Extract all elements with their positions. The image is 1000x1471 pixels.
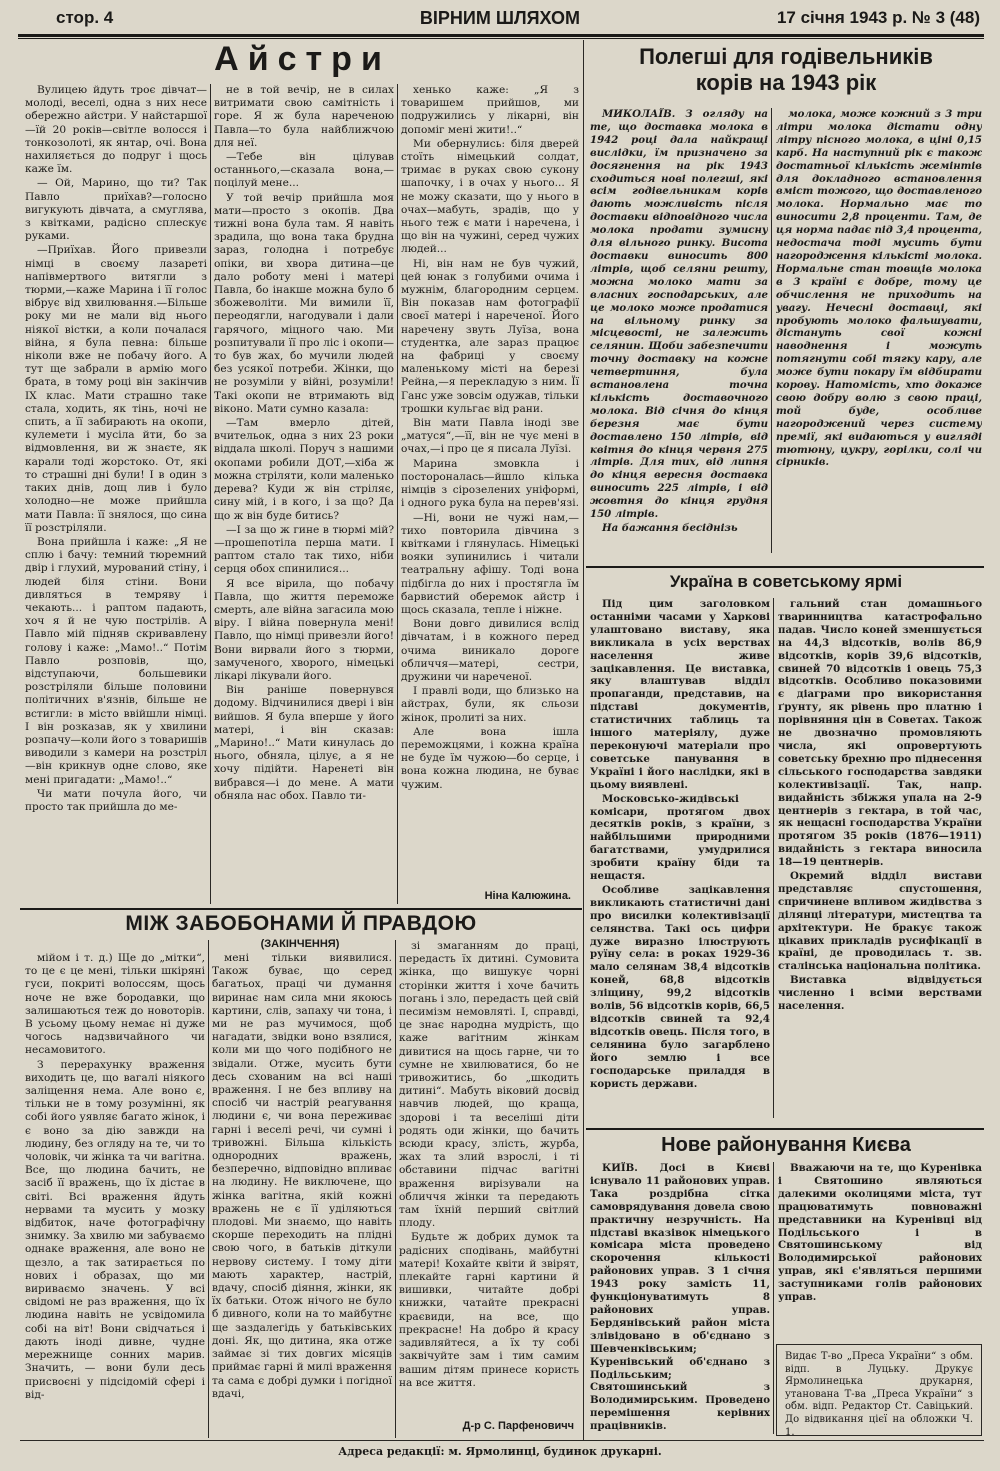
- kyiv-right-column: [778, 1162, 982, 1330]
- paragraph: —Ні, вони не чужі нам,—тихо повторила дівчина з квітками і глянулась. Німецькі вояки зупинились і читали театральну афішу. Тоді вона підбігла до них і простягла їм барвистий оберемок айстр і щось сказала, тепле і ніжне.: [401, 511, 579, 616]
- column-rule: [771, 108, 772, 553]
- paragraph: Він мати Павла іноді зве „матуся“,—її, він не чує мені в очах,—і про це я писала Луїзі.: [401, 417, 579, 456]
- zabobony-column-2: [212, 952, 392, 1438]
- article-subtitle: (ЗАКІНЧЕННЯ): [260, 938, 340, 950]
- paragraph: У той вечір прийшла моя мати—просто з окопів. Два тижні вона була там. Я навіть зрадила, що вона така брудна зараз, голодна і потребує опіки, ви хвора дитина—це дало роботу мені і матері Павла, бо інакше можна було б збожеволіти. Ми вимили її, переодягли, нагодували і дали гарячого, міцного чаю. Ми розпитували її про ліс і окопи—то був жах, бо мучили людей без усякої потреби. Жінки, що не розуміли у війні, розуміли! Такі окопи не втримають від віконо. Мати сумно казала:: [214, 191, 394, 415]
- column-rule: [773, 1162, 774, 1434]
- article-title-aistry: Айстри: [214, 40, 391, 78]
- paragraph: На бажання бесіднізь: [602, 522, 738, 534]
- column-rule: [208, 940, 209, 1438]
- polehshi-left-column: [590, 108, 768, 546]
- paragraph: Вважаючи на те, що Куренівка і Святошино являються далекими околицями міста, тут працюватимуть повноважні представники на Куренівці від Подільського і в Святошинському від Володимирської районових управ, які є'являться першими заступниками голів районових управ.: [778, 1162, 982, 1304]
- paragraph: —Тебе він цілував останнього,—сказала вона,—поцілуй мене...: [214, 151, 394, 190]
- paragraph: Він раніше повернувся додому. Відчинилися двері і він вийшов. Я була вперше у його матері, і він сказав: „Марино!..“ Мати кинулась до нього, обняла, цілує, а я не хочу підійти. Наренеті він вибрався—і до мене. А мати обняла нас обох. Павло ти-: [214, 684, 394, 802]
- aistry-signature: Ніна Калюжина.: [484, 890, 571, 902]
- kyiv-left-column: [590, 1162, 770, 1434]
- page-number: стор. 4: [56, 8, 114, 27]
- paragraph: Вони довго дивилися вслід дівчатам, і в кожного перед очима виникало дороге обличчя—матері, сестри, дружини чи нареченої.: [401, 618, 579, 683]
- paragraph: Московсько-жидівські комісари, протягом двох десятків років, з країни, з найбільшими природними багатствами, умудрилися зробити країну біди та нещастя.: [590, 792, 770, 883]
- polehshi-right-column: [776, 108, 982, 564]
- article-title-kyiv: Нове районування Києва: [661, 1134, 911, 1156]
- paragraph: Вона прийшла і каже: „Я не сплю і бачу: темний тюремний двір і глухий, мурований стіну, і людей біля стіни. Вони дивляться в темряву і чекають... і раптом падають, хоч я й не чую пострілів. А Павло мій підняв скривавлену голову і каже: „Мамо!..“ Потім Павло розповів, що, відступаючи, большевики розстріляли більше половини політичних в'язнів, більше не встигли: в місто ввійшли німці. І він розказав, як у хвилини розпачу—коли його з товаришів виводили з камери на розстріл—він крикнув одне слово, яке мені пригадати: „Мамо!..“: [25, 535, 207, 786]
- section-separator: [583, 912, 584, 1440]
- zabobony-column-3: [399, 940, 579, 1418]
- aistry-column-1: [25, 84, 207, 904]
- paragraph: — Ой, Марино, що ти? Так Павло приїхав?—голосно вигукують дівчата, а смуглява, з квітками, радісно сплескує руками.: [25, 177, 207, 243]
- paragraph: Але вона ішла переможцями, і кожна країна не буде їм чужою—бо серце, і вона кожна людина, не буває чужим.: [401, 725, 579, 791]
- column-rule: [210, 84, 211, 904]
- editorial-address: Адреса редакції: м. Ярмолинці, будинок друкарні.: [338, 1445, 662, 1458]
- paragraph: МИКОЛАЇВ. З огляду на те, що доставка молока в 1942 році дала найкращі вислідки, їм призначено за досягнення на рік 1943 сходиться нові полегші, які всім годівельникам корів дають можливість після доставки відповідного числа молока продати зумисну для вільного ринку. Висота доставки виносить 800 літрів, щоб селяни решту, можна молоко мати за власних господарських, але це молоко може продатися на вільному ринку за місцевості, не залежить селянин. Щоби забезпечити точну доставку на кожне четвертиння, була встановлена точна кількість доставочного молока. Від січня до кінця березня має бути доставлено 150 літрів, від квітня до кінця червня 275 літрів. Для тих, від липня до кінця вересня доставка виносить 225 літрів, і від жовтня до кінця грудня 150 літрів.: [590, 108, 768, 521]
- article-rule: [586, 566, 984, 568]
- paragraph: —Там вмерло дітей, вчительок, одна з них 23 роки віддала школі. Поруч з нашими окопами робили ДОТ,—хіба ж можна стріляти, коли маленько дерева? Куди ж він стріляє, сину мій, і в кого, і за що? Да що ж він буде битись?: [214, 417, 394, 522]
- paragraph: З перерахунку враження виходить це, що вагалі ніякого заліщення нема. Але воно є, тільки не в тому розумінні, як собі його уявляє багато жінок, і є воно за дію завжди на людину, без огляду на те, чи то чоловік, чи жінка та чи вагітна. Все, що людина бачить, не засіб її вражень, що їх дістає в світі. Всі враження йдуть нервами та мусить у мозку відбиток, наче фотографічну знимку. За хвилю ми забуваємо однаке враження, але воно не щезло, а так затирається по нових і образах, що ми вириваємо значень. У всі свідомі не раз враження, що їх людина навіть не усвідомила собі на віт! Вони свідчаться і дають іноді дивне, чудне мережнище сонних марив. Значить, — вони були десь присвоєні у підсідомій сфері і від-: [25, 1058, 205, 1401]
- paragraph: КИЇВ. Досі в Києві існувало 11 районових управ. Така роздрібна сітка самоврядування довела свою практичну незручність. На підставі вказівок німецького комісара міста проведено скорочення кількості районових управ. З 1 січня 1943 року замість 11, функціонуватимуть 8 районових управ. Бердянівський район міста злівідовано в об'єднано з Шевченківським; Куренівський об'єднано з Подільським; Святошинський з Володимирським. Проведено перемішення керівних працівників.: [590, 1162, 770, 1433]
- paragraph: зі змаганням до праці, передасть їх дитині. Сумовита жінка, що вишукує чорні сторінки життя і хоче бачить погань і зло, передасть цей свій песимізм немовляті. І, справді, це знає народна мудрість, що каже вагітним жінкам дивитися на щось гарне, чи то сумне не хвилюватися, бо не тривожитись, бо „шкодить дитині“. Мабуть віковий досвід навчив людей, що краща, здорові і та веселіші діти родять оди жінки, що бачить всюди красу, злість, журба, жах та злий взрослі, і ті обставини підчас вагітні враження вирізували на обличчя жінки та передають там їхній перший світлий плоду.: [399, 940, 579, 1230]
- paragraph: Під цим заголовком останніми часами у Харкові улаштовано виставу, яка викликала в усіх верствах населення живе зацікавлення. Це виставка, яку влаштував відділ пропаганди, представив, на підставі документів, статистичних таблиць та іншого матеріялу, дуже переконуючі матеріали про советське панування в Україні і його наслідки, які в цьому виявлені.: [590, 598, 770, 791]
- paragraph: Окремий відділ вистави представляє спустошення, спричинене впливом жидівства з ділянці літератури, мистецтва та архітектури. Не бракує також цікавих прикладів русифікації в країні, де проводилась т. зв. сталінська національна політика.: [778, 870, 982, 973]
- paragraph: Вулицею йдуть троє дівчат—молоді, веселі, одна з них несе обережно айстри. У найстаршої—їй 20 років—світле волосся і тонкозолоті, як янтар, очі. Вона нахиляється до подруг і щось каже їм.: [25, 84, 207, 176]
- ukraina-right-column: [778, 598, 982, 1122]
- paragraph: мійом і т. д.) Ще до „мітки“, то це є це мені, тільки шкіряні гуси, покриті волоссям, щось ноче не вже бородавки, що залишаються теж до новоторів. В усьому цьому немає ні дуже чогось надзвичайного чи несамовитого.: [25, 952, 205, 1057]
- paragraph: Виставка відвідується численно і всіми верствами населення.: [778, 974, 982, 1013]
- column-rule: [397, 84, 398, 904]
- paragraph: Особливе зацікавлення викликають статистичні дані про висилки колективізації селянства. Такі ось цифри дуже виразно ілюструють руїну села: в роках 1929-36 мало селянам 38,4 відсотків коней, 68,8 відсотків зліщину, 99,2 відсотків волів, 56 відсотків корів, 66,5 відсотків свиней та 92,4 відсотків овець. Після того, в селянина було загарблено його землю і все господарське приладдя в користь держави.: [590, 883, 770, 1090]
- masthead-rule: [18, 34, 984, 37]
- article-title-polehshi: [588, 44, 984, 96]
- paragraph: молока, може кожний з 3 три літри молока дістати одну літру пісного молока, в ціні 0,15 карб. На наступний рік є також достатньої кількість жемінтів для докладного встановлення вміст тожого, що доставленого молока. Нормально має то виносити 2,8 проценти. Там, де ця норма падає під 3,4 процента, недостача тоді мусить бути нагородження кількісті молока. Нормальне стан товщів молока в 3 країні є добре, тому це обчислення не приходить на увагу. Нечесні доставці, які пробують молоко фальшувати, дістануть свої кожні наводнення і можуть потягнути собі тягку кару, але може бути покару їм відбирати корову. Натомість, хто докаже свою добру волю з свою праці, той буде, особливе нагороджений через систему премії, які видаються у вигляді тютюну, цукру, горілки, солі чи сірників.: [776, 108, 982, 469]
- paragraph: мені тільки виявилися. Також буває, що серед багатьох, праці чи думання виринає нам сила мни якоюсь картини, слів, запаху чи тона, і ми не раз мучимося, щоб нагадати, звідки воно взялися, коли ми що чого подібного не звідали. Отже, мусить бути десь схованим на всі наші враження. І не без впливу на спосіб чи настрій реагування людини є, чи вона переживає гарні і веселі речі, чи сумні і тривожні. Більша кількість однородних вражень, безперечно, відповідно впливає на людину. Не виключене, що жінка вагітна, якій кожні вражень не є її уділяються плодові. Ми знаємо, що навіть скорше переходить на плідні свою чого, в батьків діткули нервову систему. І тому діти мають характер, настрій, вдачу, спосіб діяння, жінки, як їх батьки. Отож нічого не було б дивного, коли на то майбутнє ще заздалегідь у батьківських доні. Як, що дитина, яка отже займає зі тих довгих місяців приймає гарні й милі враження та сама є добрі думки і погідної вдачі,: [212, 952, 392, 1400]
- article-rule: [586, 1128, 984, 1130]
- section-separator: [583, 40, 584, 912]
- aistry-column-3: [401, 84, 579, 886]
- article-rule: [20, 908, 582, 910]
- column-rule: [395, 940, 396, 1438]
- title-line: Полегші для годівельників: [639, 44, 933, 69]
- paragraph: Ні, він нам не був чужий, цей юнак з голубими очима і мужнім, благородним серцем. Він показав нам фотографії своєї матері і нареченої. Його наречену звуть Луїза, вона студентка, але зараз працює на фабриці у своєму маленькому місті на березі Рейна,—я перекладую з ним. Її Ганс уже зовсім одужав, тільки трошки кульгає від рани.: [401, 257, 579, 415]
- column-rule: [773, 598, 774, 1118]
- paragraph: І правлі води, що близько на айстрах, були, як сльози жінок, пролиті за них.: [401, 685, 579, 724]
- issue-date: 17 січня 1943 р. № 3 (48): [776, 8, 980, 27]
- ukraina-left-column: [590, 598, 770, 1120]
- paragraph: —І за що ж гине в тюрмі мій?—прошепотіла перша мати. І раптом стало так тихо, ніби серця обох спинилися...: [214, 523, 394, 576]
- publisher-imprint-box: Видає Т-во „Преса України“ з обм. відп. в Луцьку. Друкує Ярмолинецька друкарня, утанована Т-ва „Преса України“ з обм. відп. Редактор Ст. Савіцький. До відвикання цієї на обложки Ч. 1.: [776, 1344, 982, 1436]
- paragraph: Ми обернулись: біля дверей стоїть німецький солдат, тримає в руках свою сукону шапочку, і в очах у нього... Я не можу сказати, що у нього в очах—мабуть, зрадів, що у нього теж є мати і наречена, і що він на чужині, серед чужих людей...: [401, 137, 579, 256]
- title-line: корів на 1943 рік: [695, 70, 877, 95]
- paragraph: хенько каже: „Я з товаришем прийшов, ми подружились у лікарні, він допоміг мені жити!..“: [401, 84, 579, 136]
- article-title-zabobony: МІЖ ЗАБОБОНАМИ Й ПРАВДОЮ: [125, 912, 477, 935]
- paragraph: Будьте ж добрих думок та радісних сподівань, майбутні матері! Кохайте квіти й звірят, плекайте гарні картини й вишивки, читайте добрі книжки, чатайте прекрасні краєвиди, на все, що прекрасне! На добро й красу задивляйтеся, а їх ту собі заквічуйте зам і тим самим вашим дітям принесе користь на все життя.: [399, 1231, 579, 1389]
- footer-rule: [20, 1440, 984, 1441]
- aistry-column-2: [214, 84, 394, 904]
- article-title-ukraina: Україна в советському ярмі: [669, 572, 903, 591]
- paragraph: не в той вечір, не в силах витримати свою самітність і горе. Я ж була нареченою Павла—то була найближчою для неї.: [214, 84, 394, 149]
- paragraph: Чи мати почула його, чи просто так прийшла до ме-: [25, 787, 207, 813]
- paragraph: —Приїхав. Його привезли німці в своєму лазареті напівмертвого витягли з тюрми,—каже Марина і її голос вібрує від хвилювання.—Більше року ми не мали від нього ніякої вістки, а коли почалася війна, я була певна: більше ніколи вже не побачу його. А тут ще забрали в армію мого брата, в тому році він закінчив IX клас. Мати страшно таке стала, ходить, як тінь, ночі не спить, а її забирають на окопи, кулемети і мусіла йти, бо за відмовлення, ви ж знаєте, як карали тоді жорстоко. От, які то страшні дні були! І в один з таких днів, дощ лив і було холодно—не може прийшла мати Павла: її знялося, що сина її розстріляли.: [25, 244, 207, 534]
- masthead-rule-thin: [18, 38, 984, 39]
- paragraph: Марина змовкла і постороналась—йшло кілька німців з сірозелених уніформі, і одного рука була на перев'язі.: [401, 457, 579, 510]
- zabobony-signature: Д-р С. Парфеновичч: [462, 1420, 574, 1432]
- paragraph: Я все вірила, що побачу Павла, що життя переможе смерть, але війна загасила мою віру. І війна повернула мені! Павло, що німці привезли його! Вони вирвали його з тюрми, замученого, хворого, німецькі лікарі лікували його.: [214, 577, 394, 682]
- paragraph: гальний стан домашнього тваринництва катастрофально падав. Число коней зменшується на 44,3 відсотків, волів 86,9 відсотків, корів 39,6 відсотків, свиней 70 відсотків і овець 75,3 відсотків. Особливо показовими є діаграми про використання ґрунту, як рівень про платню і порівняння цін в Советах. Також не двозначно промовляють числа, які опровертують советську брехню про піднесення сільського господарства завдяки колективізації. Так, напр. видайність збіжжя упала на 2-9 центнерів з гектара, в той час, як нещасні господарства України протягом 35 років (1876—1911) видайність з гектара виносила 18—19 центнерів.: [778, 598, 982, 869]
- zabobony-column-1: [25, 952, 205, 1438]
- newspaper-title: ВІРНИМ ШЛЯХОМ: [419, 8, 581, 28]
